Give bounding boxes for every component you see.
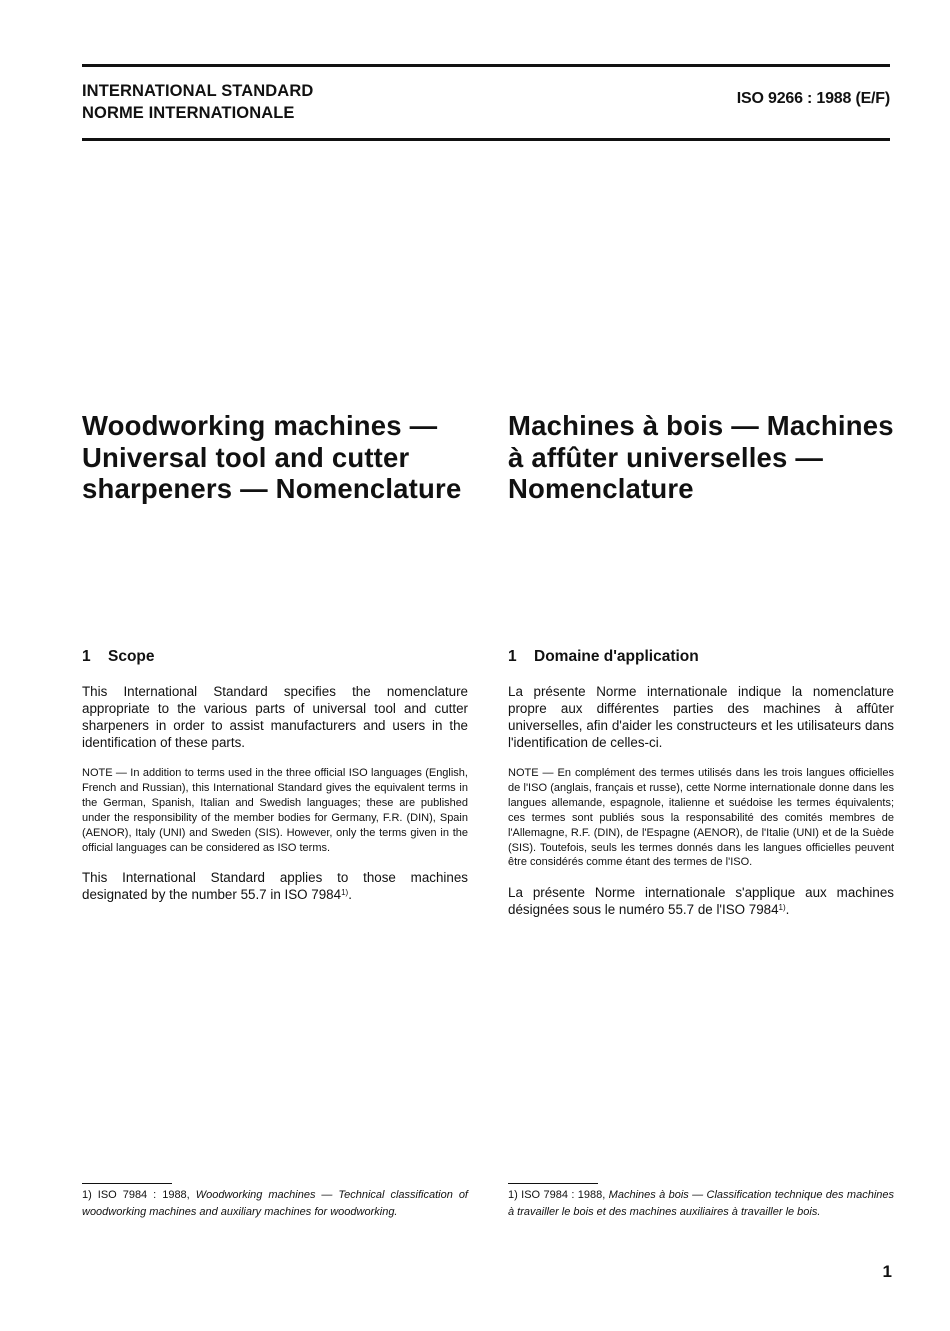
- footnote-rule: [82, 1183, 172, 1184]
- section-heading-en: [82, 648, 468, 666]
- title-fr-line: Machines à bois — Machines: [508, 410, 894, 441]
- title-en-line: sharpeners — Nomenclature: [82, 473, 462, 504]
- footnote-fr: [508, 1187, 894, 1220]
- paragraph-end: .: [785, 902, 790, 918]
- section-title: Scope: [108, 648, 155, 665]
- footnote-en: [82, 1187, 468, 1220]
- header-rule: [82, 138, 890, 141]
- paragraph-text: This International Standard applies to those machines designated by the number 55.7 in ISO 7984: [82, 870, 468, 903]
- paragraph: [82, 869, 468, 903]
- paragraph: [508, 884, 894, 918]
- footnote-title: Woodworking machines — Technical classification of woodworking machines and auxiliary machines for woodworking.: [82, 1189, 468, 1218]
- note: NOTE — In addition to terms used in the three official ISO languages (English, French and Russian), this International Standard gives the equivalent terms in the German, Spanish, Italian and Swedish languages; these are published under the responsibility of the member bodies for Germany, F.R. (DIN), Spain (AENOR), Italy (UNI) and Sweden (SIS). However, only the terms given in the official languages can be considered as ISO terms.: [82, 767, 468, 854]
- footnote-ref: 1) ISO 7984 : 1988,: [82, 1189, 196, 1201]
- title-fr-line: Nomenclature: [508, 473, 694, 504]
- footnote-title: Machines à bois — Classification technique des machines à travailler le bois et des machines auxiliaires à travailler le bois.: [508, 1189, 894, 1218]
- document-type-fr: NORME INTERNATIONALE: [82, 104, 295, 122]
- body-en: [82, 683, 468, 918]
- paragraph: This International Standard specifies the nomenclature appropriate to the various parts of universal tool and cutter sharpeners in order to assist manufacturers and users in the identification of these parts.: [82, 684, 468, 750]
- title-en-line: Woodworking machines —: [82, 410, 438, 441]
- body-fr: [508, 683, 894, 933]
- paragraph-end: .: [348, 887, 352, 903]
- standard-reference: ISO 9266 : 1988 (E/F): [736, 90, 890, 107]
- note: NOTE — En complément des termes utilisés dans les trois langues officielles de l'ISO (anglais, français et russe), cette Norme internationale donne dans les langues allemande, espagnole, italienne et suédoise les termes équivalents; ces termes sont publiés sous la responsabilité des comités membres de l'Allemagne, R.F. (DIN), de l'Espagne (AENOR), de l'Italie (UNI) et de la Suède (SIS). Toutefois, seuls les termes donnés dans les langues officielles peuvent être considérés comme étant des termes de l'ISO.: [508, 767, 894, 869]
- document-type-en: INTERNATIONAL STANDARD: [82, 82, 314, 100]
- section-heading-fr: [508, 648, 894, 666]
- footnote-ref: 1) ISO 7984 : 1988,: [508, 1189, 609, 1201]
- footnote-rule: [508, 1183, 598, 1184]
- title-en-line: Universal tool and cutter: [82, 441, 410, 473]
- title-fr-line: à affûter universelles —: [508, 441, 824, 473]
- document-type: [82, 80, 313, 124]
- footnote-marker: 1): [341, 888, 349, 898]
- title-fr: [508, 410, 894, 505]
- section-number: 1: [508, 648, 517, 665]
- paragraph-text: La présente Norme internationale s'applique aux machines désignées sous le numéro 55.7 de l'ISO 7984: [508, 885, 894, 918]
- section-title: Domaine d'application: [534, 648, 699, 665]
- title-en: [82, 410, 468, 505]
- paragraph: La présente Norme internationale indique la nomenclature propre aux différentes parties des machines à affûter universelles, afin d'aider les constructeurs et les utilisateurs dans l'identification de celles-ci.: [508, 684, 894, 750]
- top-rule: [82, 64, 890, 67]
- section-number: 1: [82, 648, 91, 665]
- footnote-marker: 1): [778, 903, 786, 913]
- page-number: 1: [882, 1262, 892, 1281]
